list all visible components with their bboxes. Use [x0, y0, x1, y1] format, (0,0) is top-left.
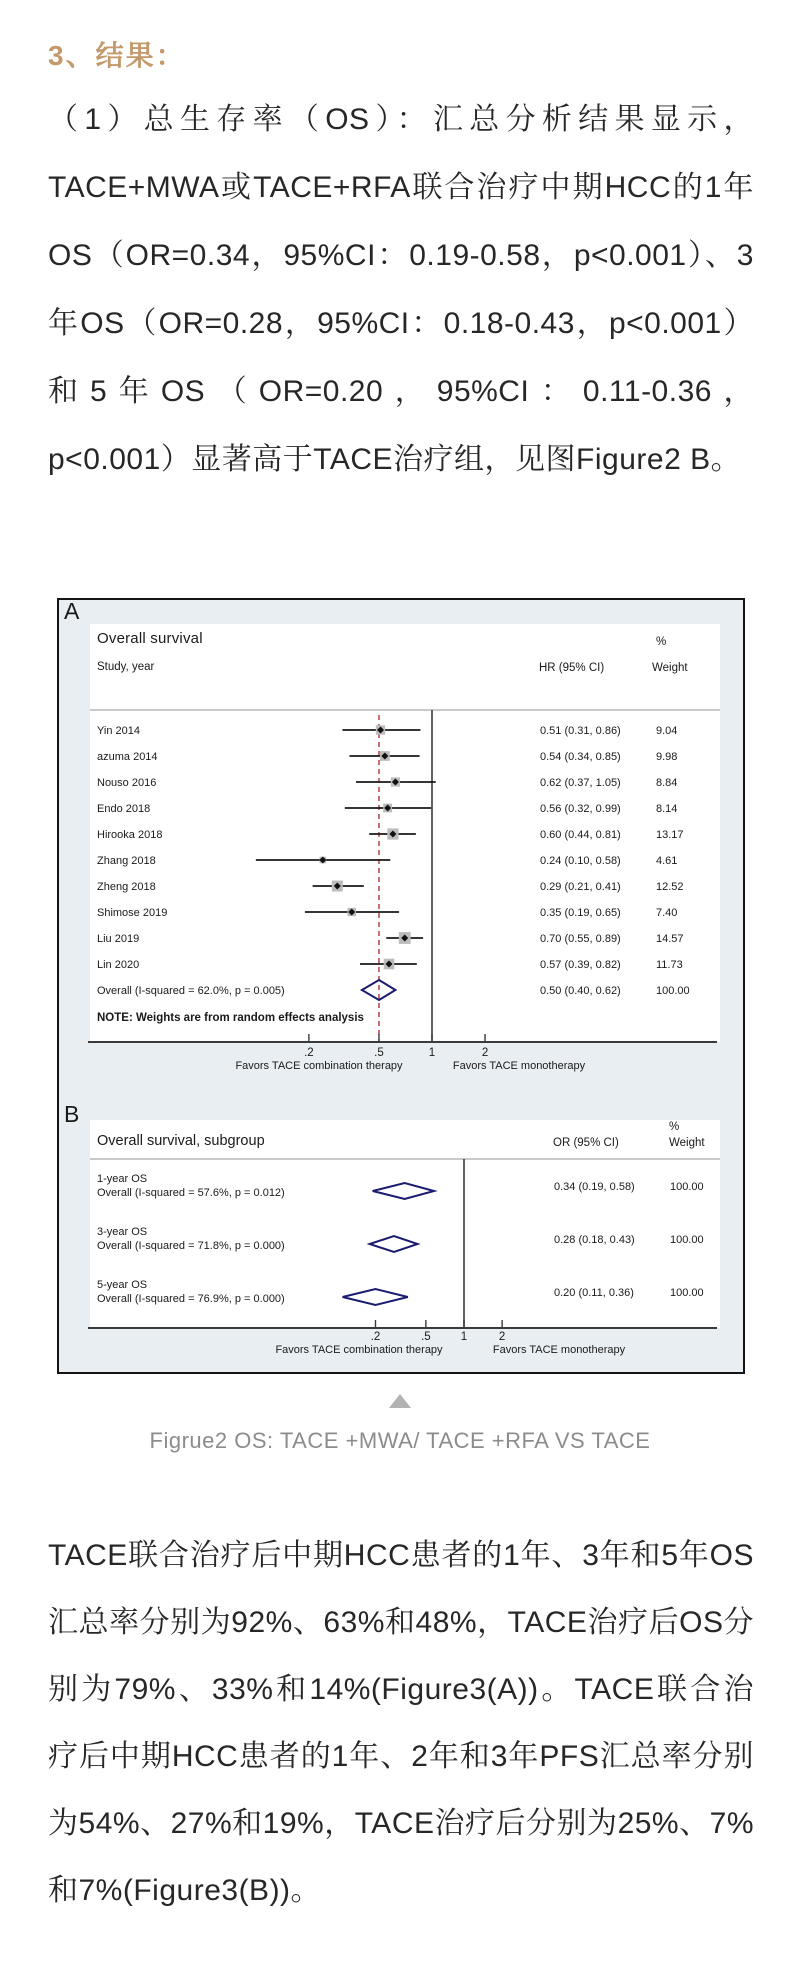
- subgroup-overall-label: Overall (I-squared = 76.9%, p = 0.000): [97, 1293, 285, 1305]
- subgroup-effect-value: 0.34 (0.19, 0.58): [554, 1181, 635, 1193]
- panel-b-weight-header: Weight: [669, 1137, 705, 1149]
- axis-tick-label: .2: [370, 1331, 381, 1343]
- effect-value: 0.57 (0.39, 0.82): [540, 959, 621, 971]
- axis-tick-label: 1: [428, 1047, 436, 1059]
- axis-tick-label: .5: [421, 1331, 431, 1343]
- weight-value: 14.57: [656, 933, 684, 945]
- subgroup-name: 3-year OS: [97, 1226, 148, 1238]
- subgroup-effect-value: 0.20 (0.11, 0.36): [554, 1287, 634, 1299]
- subgroup-weight-value: 100.00: [670, 1287, 704, 1299]
- subgroup-name: 1-year OS: [97, 1173, 148, 1185]
- weight-value: 7.40: [656, 907, 678, 919]
- panel-a-effect-column-header: HR (95% CI): [539, 662, 605, 674]
- panel-b-favors-left-label: Favors TACE combination therapy: [275, 1344, 443, 1356]
- study-label: Lin 2020: [97, 959, 140, 971]
- study-label: Hirooka 2018: [97, 829, 163, 841]
- overall-label: Overall (I-squared = 62.0%, p = 0.005): [97, 985, 285, 997]
- subgroup-name: 5-year OS: [97, 1279, 148, 1291]
- subgroup-weight-value: 100.00: [670, 1181, 704, 1193]
- weight-value: 9.04: [656, 725, 678, 737]
- effect-value: 0.54 (0.34, 0.85): [540, 751, 621, 763]
- effect-value: 0.70 (0.55, 0.89): [540, 933, 621, 945]
- effect-value: 0.24 (0.10, 0.58): [540, 855, 621, 867]
- panel-a-plot-area: [90, 624, 720, 1042]
- figure2-forest-plot: [57, 598, 745, 1374]
- paragraph-os-results: （1）总生存率（OS）：汇总分析结果显示，TACE+MWA或TACE+RFA联合治疗中期HCC的1年OS（OR=0.34，95%CI：0.19-0.58，p<0.001）、3年OS（OR=0.28，95%CI：0.18-0.43，p<0.001）和5年OS（OR=0.20，95%CI：0.11-0.36，p<0.001）显著高于TACE治疗组，见图Figure2 B。: [48, 103, 754, 476]
- effect-value: 0.62 (0.37, 1.05): [540, 777, 621, 789]
- study-label: azuma 2014: [97, 751, 158, 763]
- figure-caption: Figrue2 OS: TACE +MWA/ TACE +RFA VS TACE: [149, 1428, 651, 1453]
- effect-value: 0.56 (0.32, 0.99): [540, 803, 621, 815]
- panel-a-title: Overall survival: [97, 630, 203, 647]
- panel-b-plot-area: [90, 1120, 720, 1328]
- study-label: Zhang 2018: [97, 855, 156, 867]
- study-label: Zheng 2018: [97, 881, 156, 893]
- study-label: Endo 2018: [97, 803, 151, 815]
- panel-b-percent-header: %: [669, 1121, 680, 1133]
- study-label: Shimose 2019: [97, 907, 168, 919]
- overall-effect-value: 0.50 (0.40, 0.62): [540, 985, 621, 997]
- panel-a-favors-left-label: Favors TACE combination therapy: [235, 1060, 403, 1072]
- axis-tick-label: .5: [374, 1047, 384, 1059]
- panel-b-favors-right-label: Favors TACE monotherapy: [492, 1344, 626, 1356]
- paragraph-pooled-rates: TACE联合治疗后中期HCC患者的1年、3年和5年OS汇总率分别为92%、63%和48%，TACE治疗后OS分别为79%、33%和14%(Figure3(A))。TACE联合治疗后中期HCC患者的1年、2年和3年PFS汇总率分别为54%、27%和19%，TACE治疗后分别为25%、7%和7%(Figure3(B))。: [48, 1539, 754, 1907]
- panel-a-favors-right-label: Favors TACE monotherapy: [452, 1060, 586, 1072]
- axis-tick-label: 2: [481, 1047, 489, 1059]
- effect-value: 0.60 (0.44, 0.81): [540, 829, 621, 841]
- subgroup-weight-value: 100.00: [670, 1234, 704, 1246]
- collapse-arrow-icon[interactable]: [389, 1394, 411, 1408]
- weight-value: 9.98: [656, 751, 678, 763]
- panel-b-effect-column-header: OR (95% CI): [553, 1137, 619, 1149]
- overall-weight-value: 100.00: [656, 985, 690, 997]
- subgroup-overall-label: Overall (I-squared = 57.6%, p = 0.012): [97, 1187, 285, 1199]
- subgroup-effect-value: 0.28 (0.18, 0.43): [554, 1234, 635, 1246]
- panel-a-study-column-header: Study, year: [97, 661, 155, 673]
- axis-tick-label: 1: [460, 1331, 468, 1343]
- weight-value: 12.52: [656, 881, 684, 893]
- effect-value: 0.51 (0.31, 0.86): [540, 725, 621, 737]
- subgroup-overall-label: Overall (I-squared = 71.8%, p = 0.000): [97, 1240, 285, 1252]
- weight-value: 11.73: [656, 959, 683, 971]
- study-label: Nouso 2016: [97, 777, 157, 789]
- section-heading: 3、结果：: [48, 40, 186, 71]
- axis-tick-label: 2: [498, 1331, 506, 1343]
- study-label: Liu 2019: [97, 933, 140, 945]
- panel-a-label: A: [64, 598, 80, 624]
- panel-a-percent-header: %: [656, 636, 667, 648]
- weight-value: 8.84: [656, 777, 678, 789]
- panel-b-label: B: [64, 1101, 80, 1127]
- axis-tick-label: .2: [304, 1047, 314, 1059]
- panel-a-note: NOTE: Weights are from random effects analysis: [97, 1012, 364, 1024]
- weight-value: 8.14: [656, 803, 678, 815]
- panel-a-weight-header: Weight: [652, 662, 688, 674]
- weight-value: 4.61: [656, 855, 678, 867]
- weight-value: 13.17: [656, 829, 684, 841]
- study-label: Yin 2014: [97, 725, 141, 737]
- effect-value: 0.29 (0.21, 0.41): [540, 881, 621, 893]
- effect-value: 0.35 (0.19, 0.65): [540, 907, 621, 919]
- panel-b-title: Overall survival, subgroup: [97, 1133, 265, 1149]
